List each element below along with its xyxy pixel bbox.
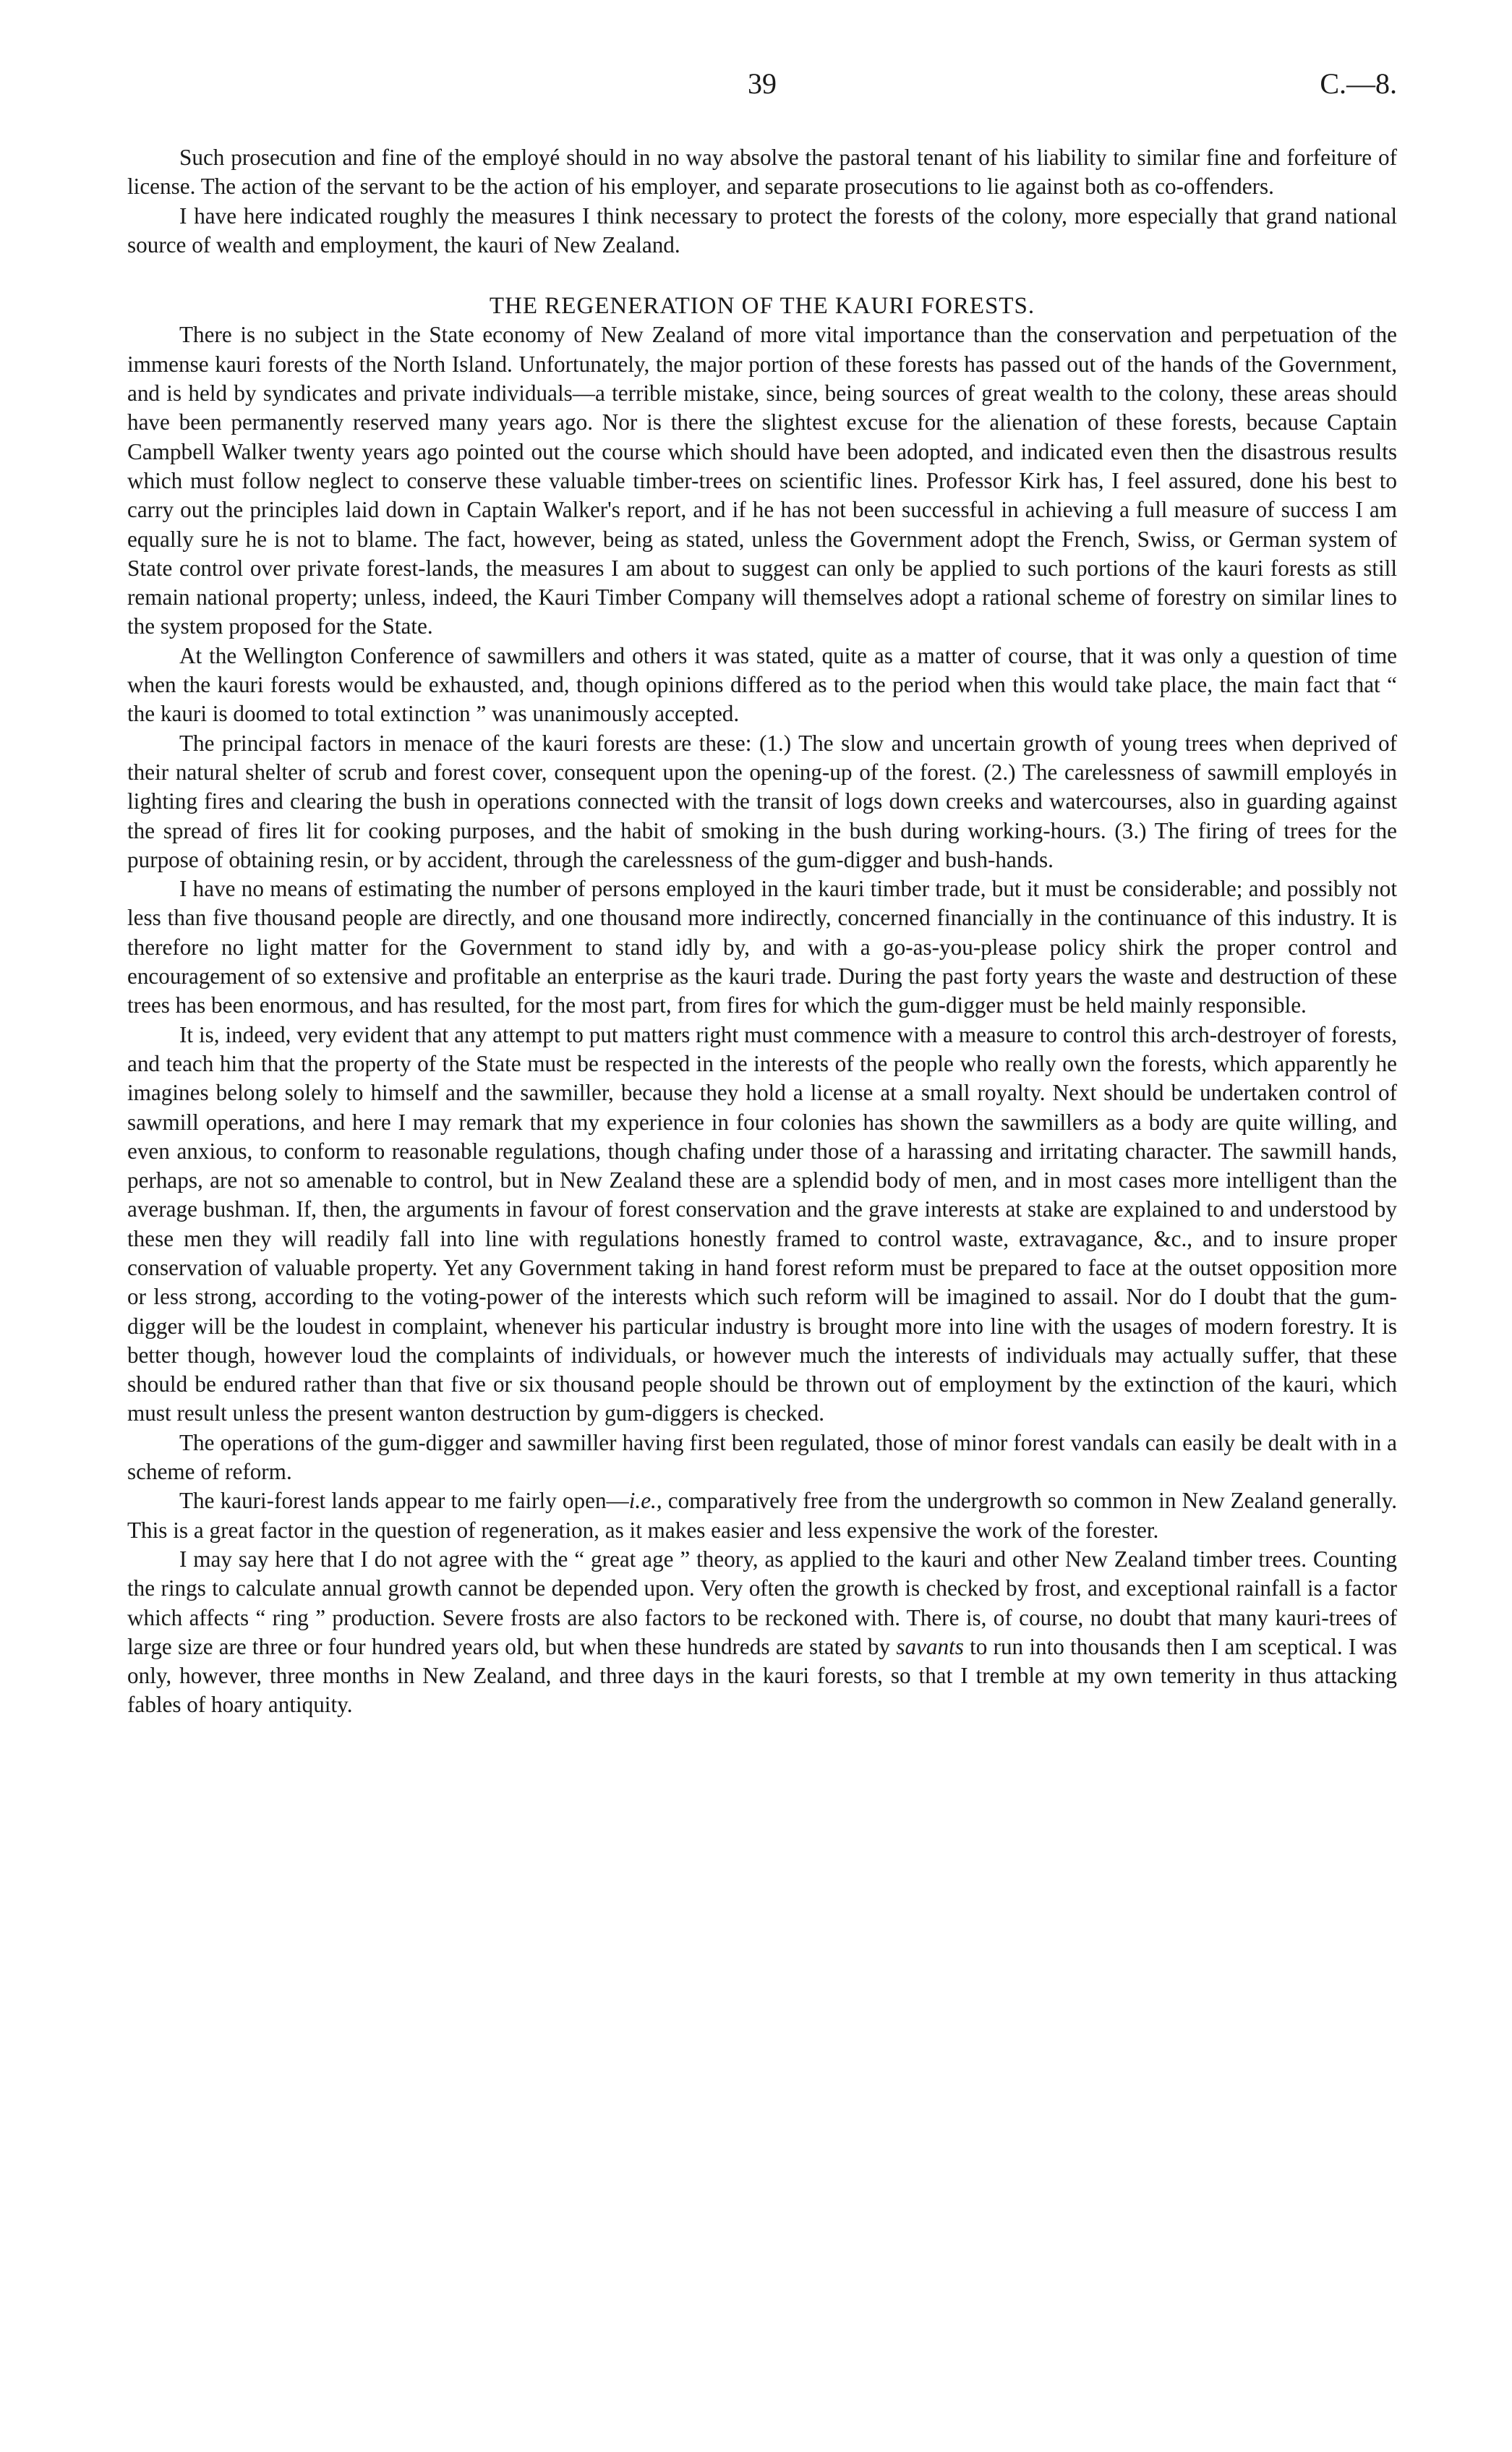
page-header	[127, 67, 1397, 110]
paragraph-text: I may say here that I do not agree with the “ great age ” theory, as applied to the kauri and other New Zealand timber trees. Counting the rings to calculate annual growth cannot be depended upon. Very often the growth is checked by frost, and exceptional rainfall is a factor which affects “ ring ” production. Severe frosts are also factors to be reckoned with. There is, of course, no doubt that many kauri-trees of large size are three or four hundred years old, but when these hundreds are stated by	[127, 1546, 1397, 1659]
paragraph	[127, 1545, 1397, 1720]
paragraph: It is, indeed, very evident that any attempt to put matters right must commence with a measure to control this arch-destroyer of forests, and teach him that the property of the State must be respected in the interests of the people who really own the forests, which apparently he imagines belong solely to himself and the sawmiller, because they hold a license at a small royalty. Next should be undertaken control of sawmill operations, and here I may remark that my experience in four colonies has shown the sawmillers as a body are quite willing, and even anxious, to conform to reasonable regulations, though chafing under those of a harassing and irritating character. The sawmill hands, perhaps, are not so amenable to control, but in New Zealand these are a splendid body of men, and in most cases more intelligent than the average bushman. If, then, the arguments in favour of forest conservation and the grave interests at stake are explained to and understood by these men they will readily fall into line with regulations honestly framed to control waste, extravagance, &c., and to insure proper conservation of valuable property. Yet any Government taking in hand forest reform must be prepared to face at the outset opposition more or less strong, according to the voting-power of the interests which such reform will be imagined to assail. Nor do I doubt that the gum-digger will be the loudest in complaint, whenever his particular industry is brought more into line with the usages of modern forestry. It is better though, however loud the complaints of individuals, or however much the interests of individuals may actually suffer, that these should be endured rather than that five or six thousand people should be thrown out of employment by the extinction of the kauri, which must result unless the present wanton destruction by gum-diggers is checked.	[127, 1021, 1397, 1426]
paragraph: The principal factors in menace of the kauri forests are these: (1.) The slow and uncertain growth of young trees when deprived of their natural shelter of scrub and forest cover, consequent upon the opening-up of the forest. (2.) The carelessness of sawmill employés in lighting fires and clearing the bush in operations connected with the transit of logs down creeks and watercourses, also in guarding against the spread of fires lit for cooking purposes, and the habit of smoking in the bush during working-hours. (3.) The firing of trees for the purpose of obtaining resin, or by accident, through the carelessness of the gum-digger and bush-hands.	[127, 730, 1397, 872]
page-number: 39	[748, 67, 777, 100]
paragraph: The operations of the gum-digger and sawmiller having first been regulated, those of minor forest vandals can easily be dealt with in a scheme of reform.	[127, 1429, 1397, 1485]
paragraph: I have no means of estimating the number of persons employed in the kauri timber trade, but it must be considerable; and possibly not less than five thousand people are directly, and one thousand more indirectly, concerned financially in the continuance of this industry. It is therefore no light matter for the Government to stand idly by, and with a go-as-you-please policy shirk the proper control and encouragement of so extensive and profitable an enterprise as the kauri trade. During the past forty years the waste and destruction of these trees has been enormous, and has resulted, for the most part, from fires for which the gum-digger must be held mainly responsible.	[127, 876, 1397, 1018]
paragraph	[127, 1486, 1397, 1545]
document-reference: C.—8.	[1320, 67, 1397, 100]
italic-word: savants	[896, 1633, 964, 1659]
paragraph: Such prosecution and fine of the employé should in no way absolve the pastoral tenant of his liability to similar fine and forfeiture of license. The action of the servant to be the action of his employer, and separate prosecutions to lie against both as co-offenders.	[127, 145, 1397, 200]
italic-abbreviation: i.e.	[628, 1488, 657, 1514]
paragraph: At the Wellington Conference of sawmillers and others it was stated, quite as a matter of course, that it was only a question of time when the kauri forests would be exhausted, and, though opinions differed as to the period when this would take place, the main fact that “ the kauri is doomed to total extinction ” was unanimously accepted.	[127, 642, 1397, 727]
paragraph-text: , comparatively free from the undergrowth so common in New Zealand generally. This is a great factor in the question of regeneration, as it makes easier and less expensive the work of the forester.	[127, 1488, 1398, 1543]
body-text	[127, 143, 1397, 1720]
section-heading: THE REGENERATION OF THE KAURI FORESTS.	[489, 293, 1035, 320]
paragraph-text: The kauri-forest lands appear to me fairly open—	[179, 1488, 629, 1514]
paragraph: I have here indicated roughly the measures I think necessary to protect the forests of the colony, more especially that grand national source of wealth and employment, the kauri of New Zealand.	[127, 203, 1397, 257]
paragraph: There is no subject in the State economy of New Zealand of more vital importance than the conservation and perpetuation of the immense kauri forests of the North Island. Unfortunately, the major portion of these forests has passed out of the hands of the Government, and is held by syndicates and private individuals—a terrible mistake, since, being sources of great wealth to the colony, these areas should have been permanently reserved many years ago. Nor is there the slightest excuse for the alienation of these forests, because Captain Campbell Walker twenty years ago pointed out the course which should have been adopted, and indicated even then the disastrous results which must follow neglect to conserve these valuable timber-trees on scientific lines. Professor Kirk has, I feel assured, done his best to carry out the principles laid down in Captain Walker's report, and if he has not been successful in achieving a full measure of success I am equally sure he is not to blame. The fact, however, being as stated, unless the Government adopt the French, Swiss, or German system of State control over private forest-lands, the measures I am about to suggest can only be applied to such portions of the kauri forests as still remain national property; unless, indeed, the Kauri Timber Company will themselves adopt a rational scheme of forestry on similar lines to the system proposed for the State.	[127, 322, 1397, 639]
paragraph-text: to run into thousands then I am sceptical. I was only, however, three months in New Zealand, and three days in the kauri forests, so that I tremble at my own temerity in thus attacking fables of hoary antiquity.	[127, 1633, 1398, 1718]
